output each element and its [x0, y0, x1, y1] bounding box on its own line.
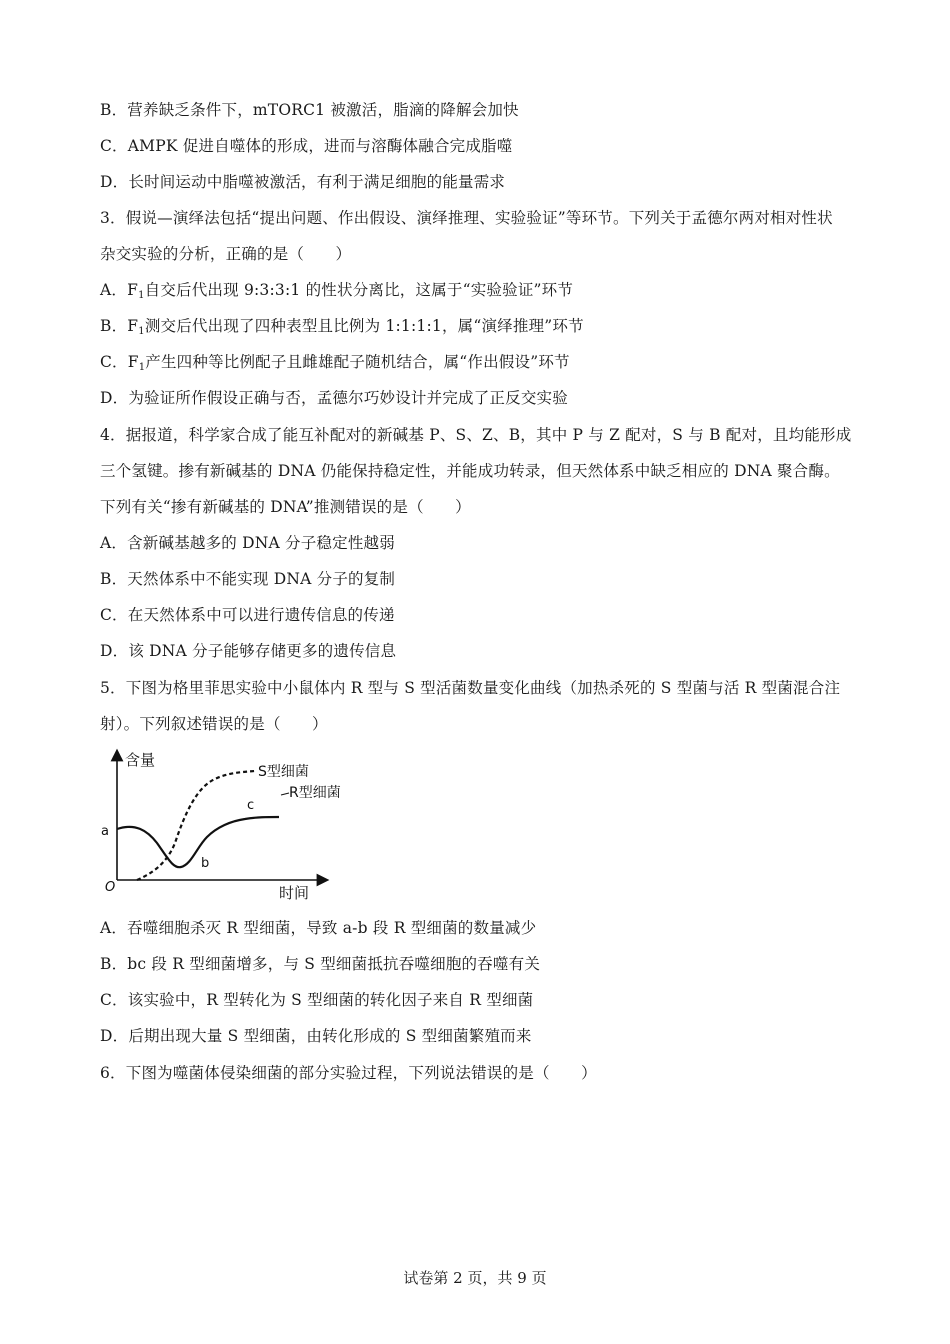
q3-option-b [100, 315, 584, 337]
q3-stem-line-2: 杂交实验的分析，正确的是（ ） [100, 245, 352, 263]
q5-option-d: D．后期出现大量 S 型细菌，由转化形成的 S 型细菌繁殖而来 [100, 1027, 532, 1045]
point-b-label: b [201, 856, 210, 871]
option-prefix: C．F [100, 353, 139, 371]
q4-stem-line-2: 三个氢键。掺有新碱基的 DNA 仍能保持稳定性，并能成功转录，但天然体系中缺乏相应的 DNA 聚合酶。 [100, 462, 840, 480]
q6-stem: 6．下图为噬菌体侵染细菌的部分实验过程，下列说法错误的是（ ） [100, 1064, 597, 1082]
s-curve-label: S型细菌 [258, 764, 309, 780]
point-c-label: c [247, 798, 255, 813]
q2-option-c: C．AMPK 促进自噬体的形成，进而与溶酶体融合完成脂噬 [100, 137, 513, 155]
option-text: 自交后代出现 9:3:3:1 的性状分离比，这属于“实验验证”环节 [144, 281, 574, 299]
option-prefix: B．F [100, 317, 139, 335]
x-axis-label: 时间 [279, 884, 310, 902]
q5-option-c: C．该实验中，R 型转化为 S 型细菌的转化因子来自 R 型细菌 [100, 991, 534, 1009]
subscript: 1 [138, 326, 145, 337]
origin-label: O [105, 880, 116, 895]
q4-stem-line-1: 4．据报道，科学家合成了能互补配对的新碱基 P、S、Z、B，其中 P 与 Z 配对，S 与 B 配对，且均能形成 [100, 426, 852, 444]
q4-option-b: B．天然体系中不能实现 DNA 分子的复制 [100, 570, 396, 588]
r-curve-label: R型细菌 [289, 785, 341, 801]
point-a-label: a [101, 824, 109, 839]
q4-option-d: D．该 DNA 分子能够存储更多的遗传信息 [100, 642, 397, 660]
q2-option-d: D．长时间运动中脂噬被激活，有利于满足细胞的能量需求 [100, 173, 506, 191]
q5-option-b: B．bc 段 R 型细菌增多，与 S 型细菌抵抗吞噬细胞的吞噬有关 [100, 955, 541, 973]
q4-option-c: C．在天然体系中可以进行遗传信息的传递 [100, 606, 395, 624]
option-text: 测交后代出现了四种表型且比例为 1:1:1:1，属“演绎推理”环节 [144, 317, 584, 335]
option-prefix: A．F [100, 281, 139, 299]
q5-option-a: A．吞噬细胞杀灭 R 型细菌，导致 a-b 段 R 型细菌的数量减少 [100, 919, 537, 937]
q5-stem-line-1: 5．下图为格里菲思实验中小鼠体内 R 型与 S 型活菌数量变化曲线（加热杀死的 S 型菌与活 R 型菌混合注 [100, 679, 841, 697]
q5-stem-line-2: 射）。下列叙述错误的是（ ） [100, 715, 328, 733]
page-footer: 试卷第 2 页，共 9 页 [403, 1269, 547, 1287]
q3-option-c [100, 351, 570, 373]
q3-option-a [100, 279, 573, 301]
q3-option-d: D．为验证所作假设正确与否，孟德尔巧妙设计并完成了正反交实验 [100, 389, 568, 407]
subscript: 1 [138, 290, 145, 301]
q2-option-b: B．营养缺乏条件下，mTORC1 被激活，脂滴的降解会加快 [100, 101, 519, 119]
option-text: 产生四种等比例配子且雌雄配子随机结合，属“作出假设”环节 [145, 353, 570, 371]
bacteria-growth-figure [95, 745, 365, 905]
r-label-leader [281, 793, 289, 795]
q3-stem-line-1: 3．假说—演绎法包括“提出问题、作出假设、演绎推理、实验验证”等环节。下列关于孟德尔两对相对性状 [100, 209, 833, 227]
q4-stem-line-3: 下列有关“掺有新碱基的 DNA”推测错误的是（ ） [100, 498, 471, 516]
y-axis-label: 含量 [125, 751, 156, 769]
r-bacteria-curve [117, 817, 279, 867]
subscript: 1 [138, 362, 146, 373]
q4-option-a: A．含新碱基越多的 DNA 分子稳定性越弱 [100, 534, 395, 552]
s-bacteria-curve [137, 771, 255, 880]
